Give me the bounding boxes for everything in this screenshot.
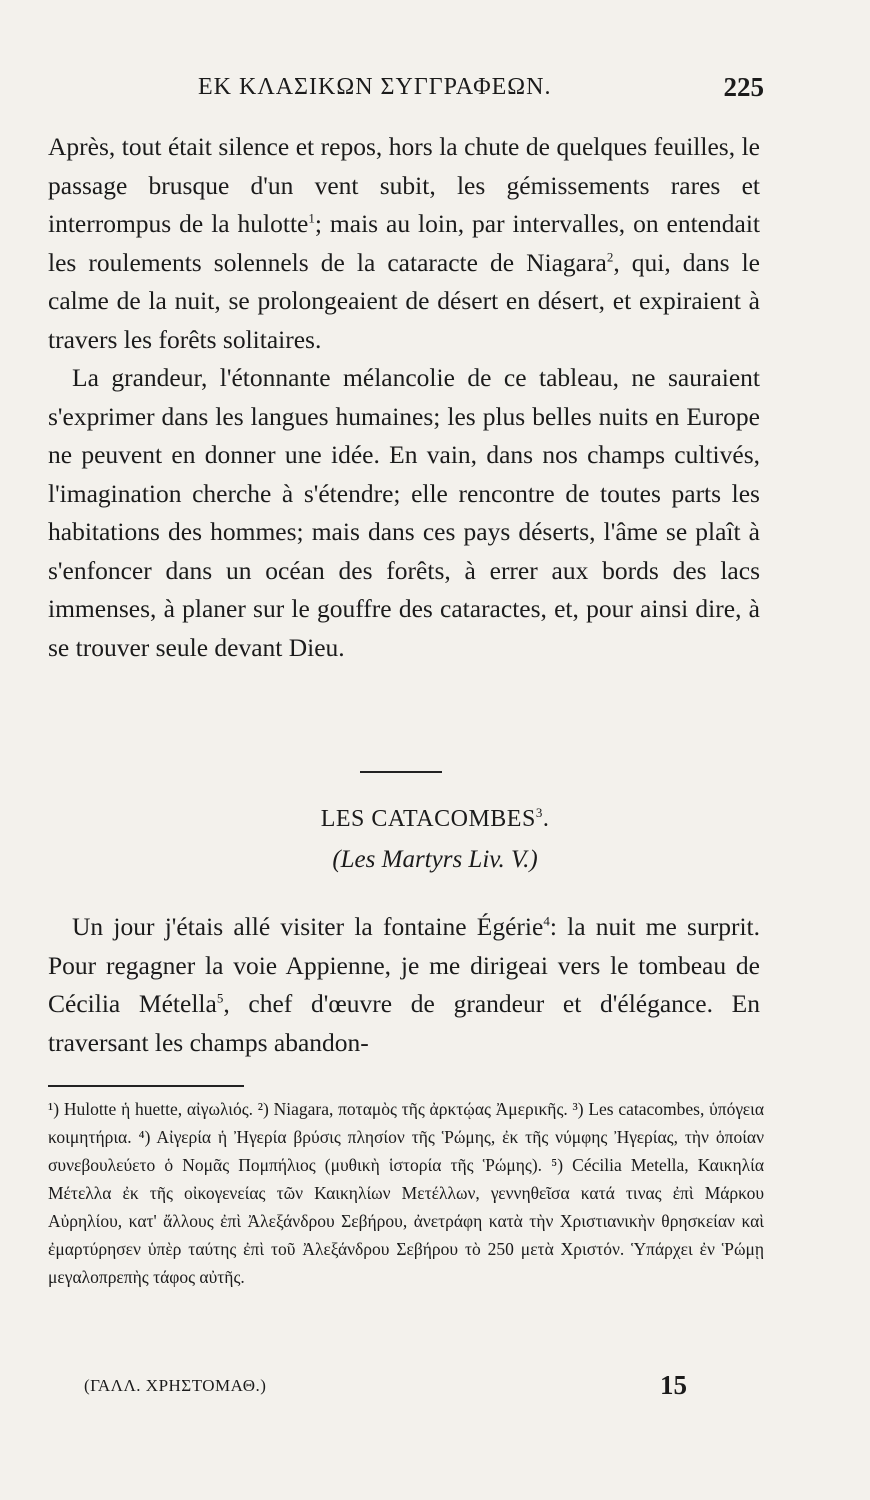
footnote-ref: 5 xyxy=(216,990,224,1006)
running-title: ΕΚ ΚΛΑΣΙΚΩΝ ΣΥΓΓΡΑΦΕΩΝ. xyxy=(198,74,552,100)
body-text xyxy=(48,128,760,667)
footnote-rule xyxy=(48,1085,244,1087)
paragraph: Après, tout était silence et repos, hors la chute de quelques feuilles, le passage brusque d'un vent subit, les gémissements rares et interrompus de la hulotte$^1$; mais au loin, par intervalles, on entendait les roulements solennels de la cataracte de Niagara$^2$, qui, dans le calme de la nuit, se prolongeaient de désert en désert, et expiraient à travers les forêts solitaires. xyxy=(48,132,760,354)
section-subtitle: (Les Martyrs Liv. V.) xyxy=(332,846,538,873)
section-body-text xyxy=(48,908,760,1062)
footnotes xyxy=(48,1095,764,1291)
page-number: 225 xyxy=(723,72,764,102)
page-header xyxy=(48,72,764,106)
footnote-ref: 2 xyxy=(606,249,614,264)
paragraph: Un jour j'étais allé visiter la fontaine Égérie$^4$: la nuit me surprit. Pour regagner la voie Appienne, je me dirigeai vers le tombeau de Cécilia Métella$^5$, chef d'œuvre de grandeur et d'élégance. En traversant les champs abandon- xyxy=(48,912,760,1057)
signature-mark: (ΓΑΛΛ. ΧΡΗΣΤΟΜΑΘ.) xyxy=(84,1376,267,1395)
sheet-number: 15 xyxy=(660,1370,687,1400)
footnote-ref: 1 xyxy=(308,210,315,226)
paragraph: La grandeur, l'étonnante mélancolie de ce tableau, ne sauraient s'exprimer dans les langues humaines; les plus belles nuits en Europe ne peuvent en donner une idée. En vain, dans nos champs cultivés, l'imagination cherche à s'étendre; elle rencontre de toutes parts les habitations des hommes; mais dans ces pays déserts, l'âme se plaît à s'enfoncer dans un océan des forêts, à errer aux bords des lacs immenses, à planer sur le gouffre des cataractes, et, pour ainsi dire, à se trouver seule devant Dieu. xyxy=(48,363,760,662)
footnote-ref: 3 xyxy=(535,805,543,820)
page-footer xyxy=(48,1370,764,1404)
section-divider xyxy=(360,771,442,773)
section-title: LES CATACOMBES$^3$. xyxy=(320,805,550,832)
footnote-ref: 4 xyxy=(543,913,550,929)
footnotes-text: ¹) Hulotte ἡ huette, αἰγωλιός. ²) Niagara, ποταμὸς τῆς ἀρκτῴας Ἀμερικῆς. ³) Les catacombes, ὑπόγεια κοιμητήρια. ⁴) Αἰγερία ἡ Ἠγερία βρύσις πλησίον τῆς Ῥώμης, ἐκ τῆς νύμφης Ἠγερίας, τὴν ὁποίαν συνεβουλεύετο ὁ Νομᾶς Πομπήλιος (μυθικὴ ἱστορία τῆς Ῥώμης). ⁵) Cécilia Metella, Καικηλία Μέτελλα ἐκ τῆς οἰκογενείας τῶν Καικηλίων Μετέλλων, γεννηθεῖσα κατά τινας ἐπὶ Μάρκου Αὐρηλίου, κατ' ἄλλους ἐπὶ Ἀλεξάνδρου Σεβήρου, ἀνετράφη κατὰ τὴν Χριστιανικὴν θρησκείαν καὶ ἐμαρτύρησεν ὑπὲρ ταύτης ἐπὶ τοῦ Ἀλεξάνδρου Σεβήρου τὸ 250 μετὰ Χριστόν. Ὑπάρχει ἐν Ῥώμῃ μεγαλοπρεπὴς τάφος αὐτῆς. xyxy=(48,1099,764,1287)
